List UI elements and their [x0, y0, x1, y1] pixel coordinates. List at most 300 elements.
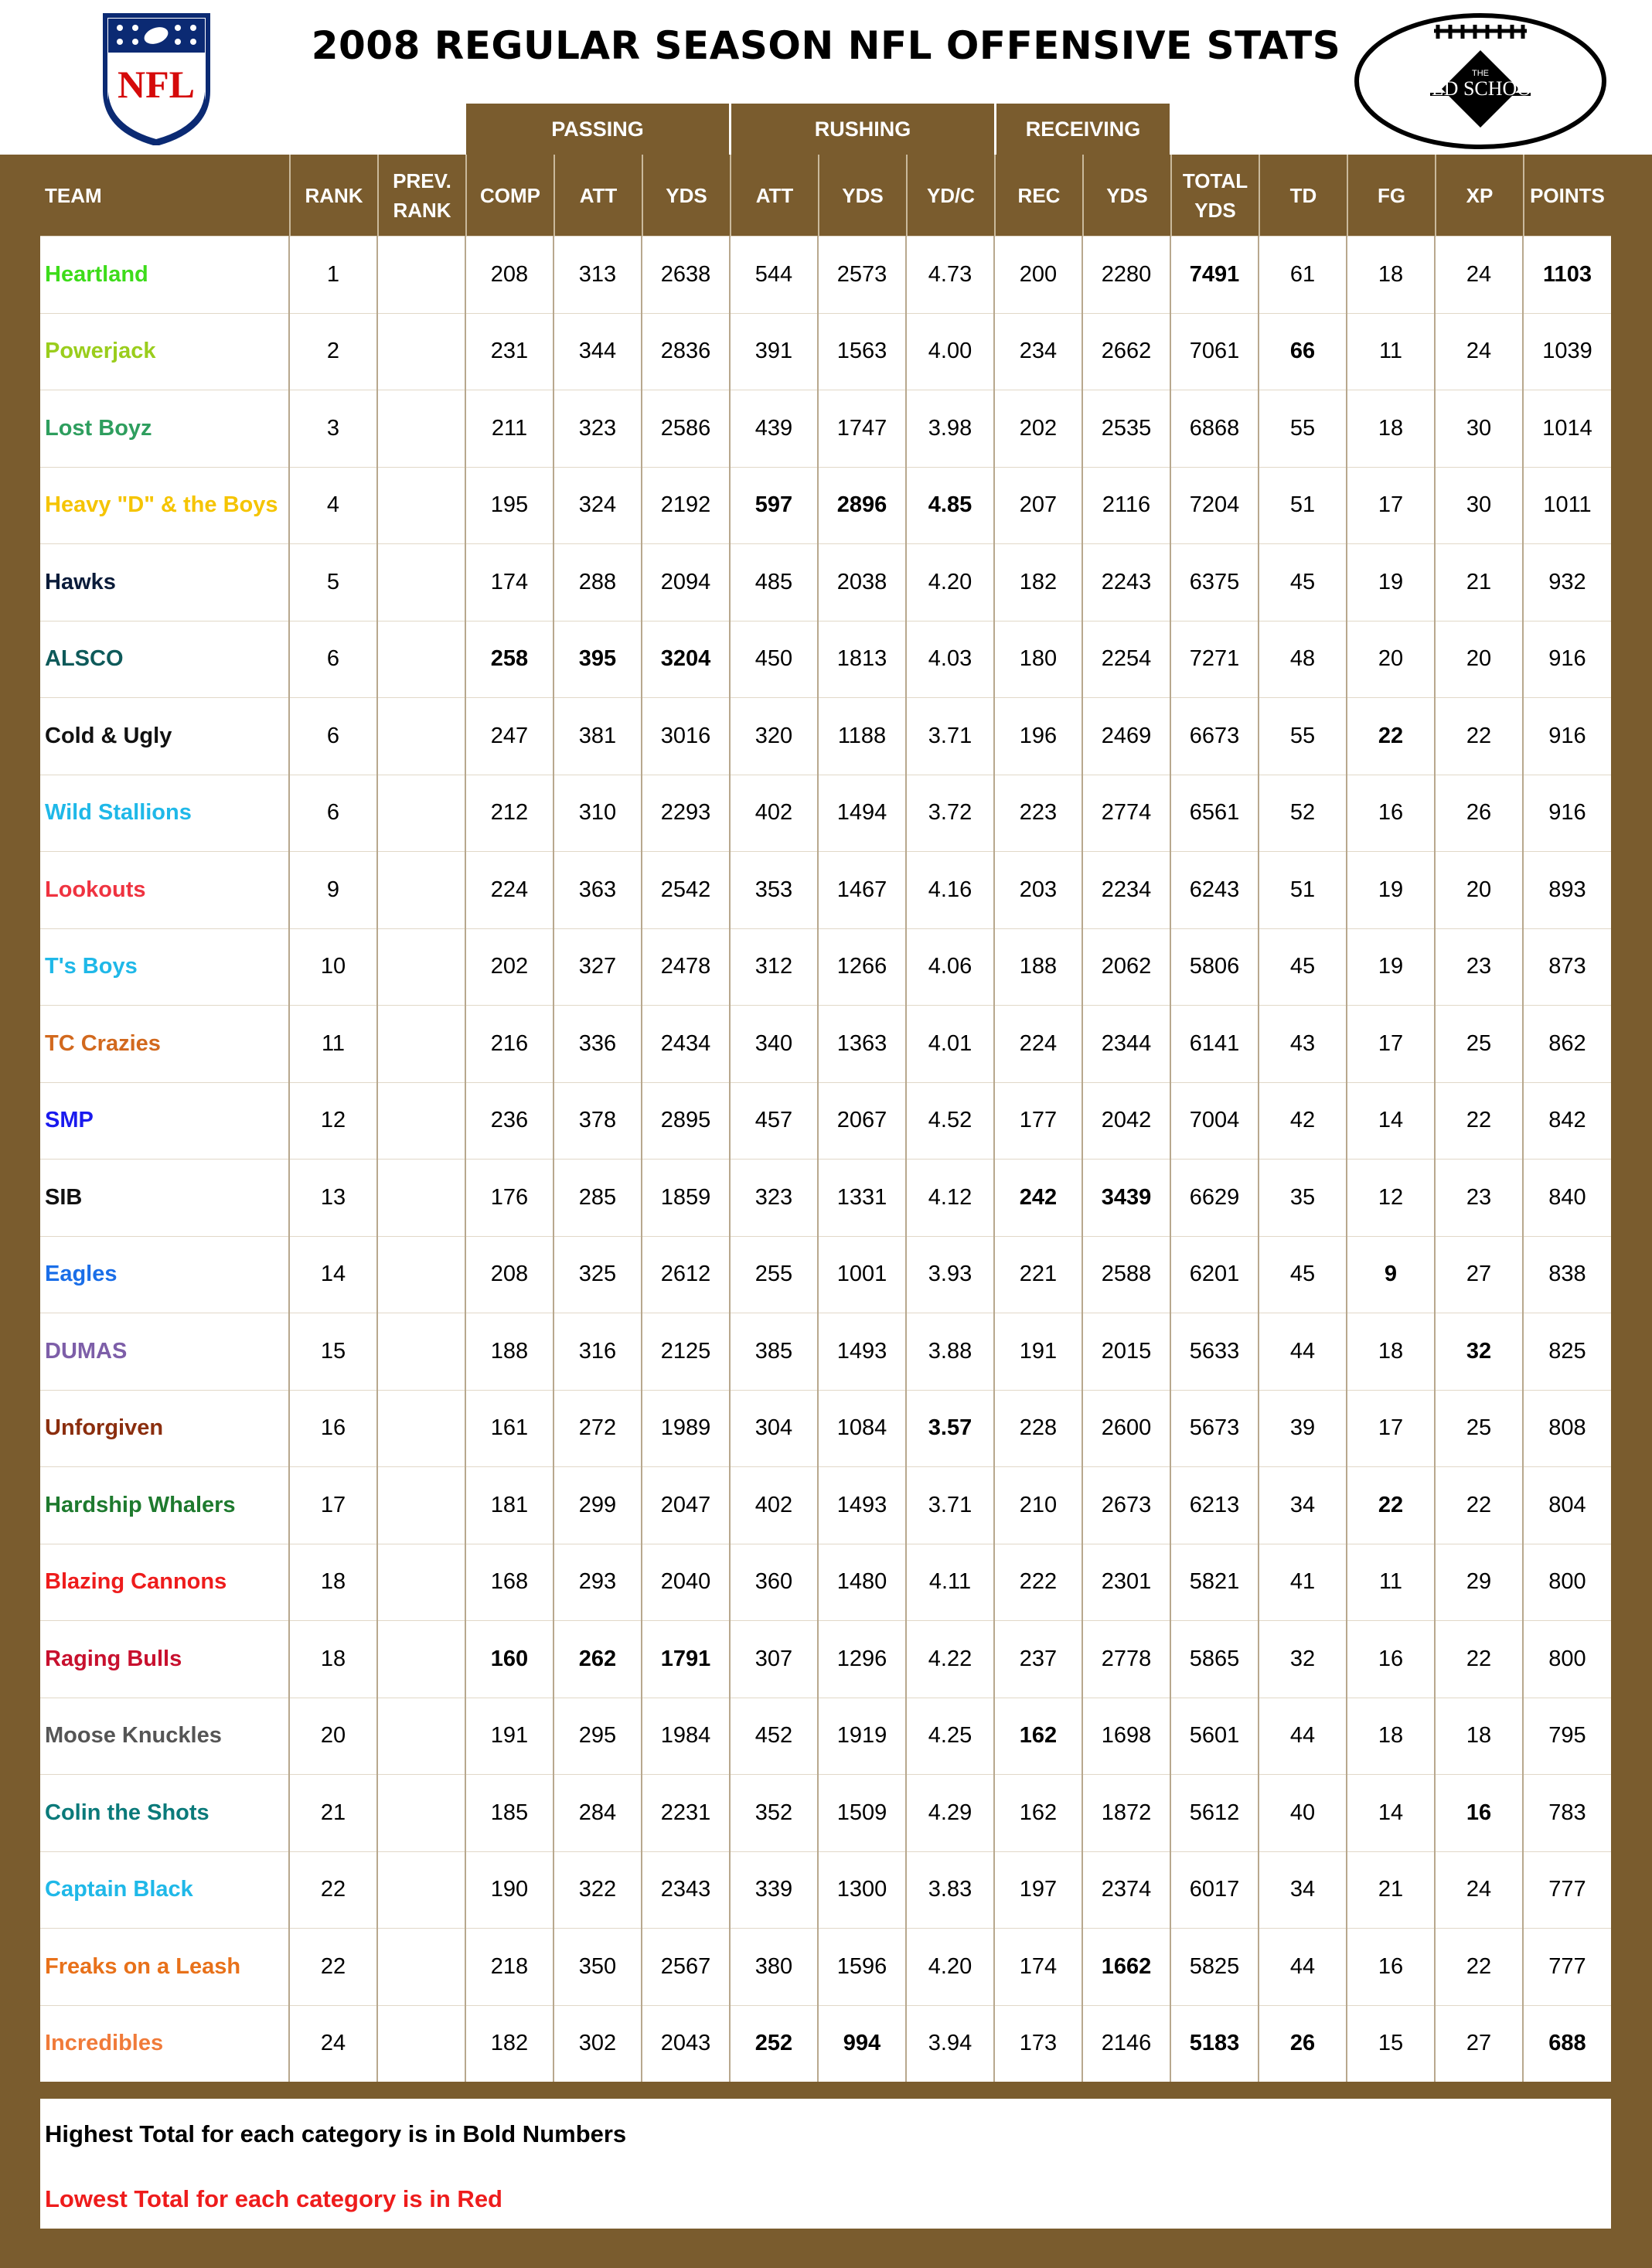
- cell-comp: 191: [465, 1698, 554, 1775]
- cell-patt: 295: [554, 1698, 642, 1775]
- cell-total: 5612: [1170, 1775, 1259, 1852]
- cell-ydc: 4.22: [906, 1621, 994, 1698]
- cell-rec: 174: [994, 1929, 1082, 2006]
- cell-pyds: 2293: [642, 775, 730, 852]
- cell-recyds: 1698: [1082, 1698, 1170, 1775]
- cell-ydc: 3.93: [906, 1236, 994, 1313]
- team-name: TC Crazies: [40, 1006, 289, 1083]
- cell-pyds: 3016: [642, 698, 730, 775]
- cell-points: 688: [1523, 2005, 1611, 2082]
- cell-comp: 218: [465, 1929, 554, 2006]
- cell-recyds: 2015: [1082, 1313, 1170, 1391]
- col-header-pass-yds: YDS: [666, 183, 707, 207]
- cell-patt: 313: [554, 237, 642, 314]
- col-header-yd-per-carry: YD/C: [926, 183, 976, 207]
- cell-comp: 208: [465, 1236, 554, 1313]
- cell-fg: 9: [1347, 1236, 1435, 1313]
- cell-ydc: 4.20: [906, 544, 994, 621]
- cell-ryds: 1084: [818, 1390, 906, 1467]
- cell-pyds: 2478: [642, 928, 730, 1006]
- cell-comp: 160: [465, 1621, 554, 1698]
- cell-xp: 22: [1435, 1621, 1523, 1698]
- cell-rec: 202: [994, 390, 1082, 468]
- cell-rank: 20: [289, 1698, 377, 1775]
- cell-rank: 2: [289, 313, 377, 390]
- cell-points: 808: [1523, 1390, 1611, 1467]
- cell-ratt: 380: [730, 1929, 818, 2006]
- cell-td: 55: [1259, 390, 1347, 468]
- cell-patt: 299: [554, 1467, 642, 1544]
- table-row: [40, 1851, 1611, 1929]
- cell-patt: 288: [554, 544, 642, 621]
- cell-patt: 316: [554, 1313, 642, 1391]
- cell-xp: 18: [1435, 1698, 1523, 1775]
- cell-ryds: 1509: [818, 1775, 906, 1852]
- team-name: Blazing Cannons: [40, 1544, 289, 1621]
- col-header-fg: FG: [1377, 183, 1406, 207]
- cell-rec: 228: [994, 1390, 1082, 1467]
- cell-ratt: 452: [730, 1698, 818, 1775]
- cell-patt: 272: [554, 1390, 642, 1467]
- cell-total: 6213: [1170, 1467, 1259, 1544]
- cell-ratt: 252: [730, 2005, 818, 2082]
- cell-ratt: 450: [730, 621, 818, 698]
- cell-total: 6375: [1170, 544, 1259, 621]
- cell-ryds: 1467: [818, 852, 906, 929]
- cell-points: 842: [1523, 1082, 1611, 1160]
- cell-pyds: 2125: [642, 1313, 730, 1391]
- cell-pyds: 2612: [642, 1236, 730, 1313]
- cell-pyds: 1989: [642, 1390, 730, 1467]
- cell-comp: 181: [465, 1467, 554, 1544]
- cell-xp: 21: [1435, 544, 1523, 621]
- table-row: [40, 621, 1611, 698]
- cell-patt: 381: [554, 698, 642, 775]
- cell-td: 45: [1259, 544, 1347, 621]
- cell-points: 783: [1523, 1775, 1611, 1852]
- cell-xp: 30: [1435, 390, 1523, 468]
- header-divider: [818, 155, 819, 236]
- cell-patt: 310: [554, 775, 642, 852]
- cell-ratt: 402: [730, 775, 818, 852]
- cell-prev: [377, 1390, 465, 1467]
- cell-pyds: 2040: [642, 1544, 730, 1621]
- col-header-total-line1: TOTAL: [1182, 169, 1248, 192]
- cell-prev: [377, 1313, 465, 1391]
- header-divider: [1347, 155, 1348, 236]
- cell-rank: 1: [289, 237, 377, 314]
- team-name: Hawks: [40, 544, 289, 621]
- cell-td: 45: [1259, 928, 1347, 1006]
- table-row: [40, 1775, 1611, 1852]
- cell-points: 873: [1523, 928, 1611, 1006]
- cell-rec: 162: [994, 1775, 1082, 1852]
- cell-ryds: 1813: [818, 621, 906, 698]
- cell-points: 1014: [1523, 390, 1611, 468]
- cell-fg: 20: [1347, 621, 1435, 698]
- cell-fg: 16: [1347, 775, 1435, 852]
- table-row: [40, 2005, 1611, 2082]
- cell-fg: 21: [1347, 1851, 1435, 1929]
- cell-recyds: 2146: [1082, 2005, 1170, 2082]
- cell-patt: 325: [554, 1236, 642, 1313]
- cell-fg: 17: [1347, 467, 1435, 544]
- cell-patt: 293: [554, 1544, 642, 1621]
- cell-ydc: 4.12: [906, 1160, 994, 1237]
- col-header-rush-yds: YDS: [842, 183, 884, 207]
- cell-points: 795: [1523, 1698, 1611, 1775]
- cell-pyds: 2567: [642, 1929, 730, 2006]
- cell-fg: 15: [1347, 2005, 1435, 2082]
- cell-total: 5806: [1170, 928, 1259, 1006]
- cell-total: 7204: [1170, 467, 1259, 544]
- cell-td: 66: [1259, 313, 1347, 390]
- cell-ryds: 1331: [818, 1160, 906, 1237]
- team-name: Cold & Ugly: [40, 698, 289, 775]
- svg-text:NFL: NFL: [118, 63, 195, 106]
- col-header-total-line2: YDS: [1194, 198, 1236, 222]
- cell-rank: 4: [289, 467, 377, 544]
- cell-ydc: 4.00: [906, 313, 994, 390]
- cell-prev: [377, 1544, 465, 1621]
- cell-points: 804: [1523, 1467, 1611, 1544]
- table-row: [40, 1698, 1611, 1775]
- table-row: [40, 390, 1611, 468]
- cell-pyds: 2434: [642, 1006, 730, 1083]
- team-name: Lookouts: [40, 852, 289, 929]
- cell-ydc: 4.06: [906, 928, 994, 1006]
- cell-xp: 16: [1435, 1775, 1523, 1852]
- cell-ryds: 1188: [818, 698, 906, 775]
- cell-points: 932: [1523, 544, 1611, 621]
- cell-rank: 6: [289, 775, 377, 852]
- cell-xp: 26: [1435, 775, 1523, 852]
- cell-rec: 207: [994, 467, 1082, 544]
- cell-rank: 17: [289, 1467, 377, 1544]
- cell-xp: 23: [1435, 1160, 1523, 1237]
- svg-text:THE: THE: [1472, 69, 1489, 78]
- cell-total: 7004: [1170, 1082, 1259, 1160]
- cell-patt: 344: [554, 313, 642, 390]
- cell-points: 916: [1523, 775, 1611, 852]
- stats-table-body: [40, 237, 1611, 2082]
- cell-fg: 18: [1347, 390, 1435, 468]
- team-name: Unforgiven: [40, 1390, 289, 1467]
- cell-total: 5825: [1170, 1929, 1259, 2006]
- legend-red-note: Lowest Total for each category is in Red: [45, 2185, 502, 2212]
- cell-points: 1103: [1523, 237, 1611, 314]
- svg-text:OLD SCHOOL: OLD SCHOOL: [1417, 77, 1544, 100]
- cell-pyds: 2895: [642, 1082, 730, 1160]
- cell-ydc: 3.88: [906, 1313, 994, 1391]
- cell-patt: 285: [554, 1160, 642, 1237]
- cell-fg: 11: [1347, 313, 1435, 390]
- team-name: Wild Stallions: [40, 775, 289, 852]
- cell-ratt: 352: [730, 1775, 818, 1852]
- cell-recyds: 2774: [1082, 775, 1170, 852]
- cell-ratt: 304: [730, 1390, 818, 1467]
- cell-ratt: 312: [730, 928, 818, 1006]
- cell-comp: 161: [465, 1390, 554, 1467]
- cell-ryds: 1494: [818, 775, 906, 852]
- header-divider: [906, 155, 908, 236]
- cell-rank: 5: [289, 544, 377, 621]
- header-divider: [1170, 155, 1172, 236]
- cell-fg: 19: [1347, 852, 1435, 929]
- col-header-rank: RANK: [305, 183, 363, 207]
- cell-ryds: 2067: [818, 1082, 906, 1160]
- cell-prev: [377, 544, 465, 621]
- cell-xp: 25: [1435, 1006, 1523, 1083]
- cell-ratt: 485: [730, 544, 818, 621]
- team-name: Moose Knuckles: [40, 1698, 289, 1775]
- cell-rec: 177: [994, 1082, 1082, 1160]
- cell-ryds: 1300: [818, 1851, 906, 1929]
- cell-ryds: 1563: [818, 313, 906, 390]
- table-row: [40, 313, 1611, 390]
- cell-rank: 22: [289, 1929, 377, 2006]
- cell-td: 44: [1259, 1929, 1347, 2006]
- cell-ydc: 3.72: [906, 775, 994, 852]
- cell-recyds: 3439: [1082, 1160, 1170, 1237]
- cell-ryds: 1266: [818, 928, 906, 1006]
- cell-ydc: 4.01: [906, 1006, 994, 1083]
- cell-total: 6141: [1170, 1006, 1259, 1083]
- cell-ratt: 339: [730, 1851, 818, 1929]
- cell-total: 6243: [1170, 852, 1259, 929]
- cell-patt: 284: [554, 1775, 642, 1852]
- cell-prev: [377, 390, 465, 468]
- cell-patt: 336: [554, 1006, 642, 1083]
- team-name: Heavy "D" & the Boys: [40, 467, 289, 544]
- cell-prev: [377, 1236, 465, 1313]
- cell-rank: 11: [289, 1006, 377, 1083]
- cell-pyds: 2094: [642, 544, 730, 621]
- cell-total: 7491: [1170, 237, 1259, 314]
- col-header-team: TEAM: [45, 183, 102, 207]
- header-divider: [730, 155, 731, 236]
- cell-ratt: 457: [730, 1082, 818, 1160]
- cell-td: 43: [1259, 1006, 1347, 1083]
- cell-total: 6868: [1170, 390, 1259, 468]
- cell-rec: 173: [994, 2005, 1082, 2082]
- cell-ratt: 340: [730, 1006, 818, 1083]
- cell-comp: 211: [465, 390, 554, 468]
- table-row: [40, 237, 1611, 314]
- header-divider: [994, 155, 996, 236]
- cell-recyds: 2662: [1082, 313, 1170, 390]
- cell-rank: 6: [289, 698, 377, 775]
- cell-td: 61: [1259, 237, 1347, 314]
- cell-td: 48: [1259, 621, 1347, 698]
- cell-total: 7271: [1170, 621, 1259, 698]
- cell-fg: 18: [1347, 1313, 1435, 1391]
- team-name: Colin the Shots: [40, 1775, 289, 1852]
- cell-recyds: 1872: [1082, 1775, 1170, 1852]
- cell-ryds: 1296: [818, 1621, 906, 1698]
- cell-fg: 14: [1347, 1775, 1435, 1852]
- cell-xp: 23: [1435, 928, 1523, 1006]
- cell-prev: [377, 1698, 465, 1775]
- cell-patt: 324: [554, 467, 642, 544]
- cell-xp: 24: [1435, 237, 1523, 314]
- cell-comp: 247: [465, 698, 554, 775]
- cell-ratt: 402: [730, 1467, 818, 1544]
- cell-comp: 188: [465, 1313, 554, 1391]
- table-row: [40, 775, 1611, 852]
- table-row: [40, 1467, 1611, 1544]
- cell-rec: 200: [994, 237, 1082, 314]
- cell-td: 35: [1259, 1160, 1347, 1237]
- cell-total: 6017: [1170, 1851, 1259, 1929]
- cell-xp: 22: [1435, 698, 1523, 775]
- cell-fg: 18: [1347, 237, 1435, 314]
- cell-points: 916: [1523, 698, 1611, 775]
- cell-xp: 32: [1435, 1313, 1523, 1391]
- cell-comp: 168: [465, 1544, 554, 1621]
- cell-comp: 195: [465, 467, 554, 544]
- team-name: Powerjack: [40, 313, 289, 390]
- col-header-rush-att: ATT: [755, 183, 794, 207]
- cell-total: 6201: [1170, 1236, 1259, 1313]
- table-row: [40, 698, 1611, 775]
- cell-xp: 24: [1435, 313, 1523, 390]
- col-header-prev-rank-line2: RANK: [393, 198, 451, 222]
- cell-pyds: 2043: [642, 2005, 730, 2082]
- cell-points: 800: [1523, 1544, 1611, 1621]
- cell-comp: 208: [465, 237, 554, 314]
- cell-fg: 16: [1347, 1929, 1435, 2006]
- cell-rank: 10: [289, 928, 377, 1006]
- cell-ydc: 4.85: [906, 467, 994, 544]
- cell-td: 26: [1259, 2005, 1347, 2082]
- cell-prev: [377, 928, 465, 1006]
- cell-pyds: 1984: [642, 1698, 730, 1775]
- cell-xp: 22: [1435, 1929, 1523, 2006]
- header-divider: [377, 155, 379, 236]
- cell-ydc: 4.11: [906, 1544, 994, 1621]
- table-row: [40, 1929, 1611, 2006]
- cell-xp: 20: [1435, 621, 1523, 698]
- cell-rank: 13: [289, 1160, 377, 1237]
- cell-prev: [377, 852, 465, 929]
- cell-patt: 327: [554, 928, 642, 1006]
- cell-recyds: 1662: [1082, 1929, 1170, 2006]
- cell-rank: 14: [289, 1236, 377, 1313]
- cell-td: 39: [1259, 1390, 1347, 1467]
- cell-recyds: 2254: [1082, 621, 1170, 698]
- cell-prev: [377, 1160, 465, 1237]
- cell-recyds: 2600: [1082, 1390, 1170, 1467]
- cell-patt: 302: [554, 2005, 642, 2082]
- header-divider: [1259, 155, 1260, 236]
- cell-rec: 180: [994, 621, 1082, 698]
- cell-rank: 24: [289, 2005, 377, 2082]
- cell-td: 51: [1259, 467, 1347, 544]
- cell-ydc: 4.25: [906, 1698, 994, 1775]
- cell-points: 1011: [1523, 467, 1611, 544]
- col-header-td: TD: [1289, 183, 1317, 207]
- cell-rec: 203: [994, 852, 1082, 929]
- cell-pyds: 2192: [642, 467, 730, 544]
- cell-recyds: 2280: [1082, 237, 1170, 314]
- cell-ryds: 1919: [818, 1698, 906, 1775]
- header-divider: [1523, 155, 1524, 236]
- cell-recyds: 2535: [1082, 390, 1170, 468]
- group-header-rushing: RUSHING: [731, 104, 994, 155]
- cell-td: 34: [1259, 1467, 1347, 1544]
- cell-ryds: 1493: [818, 1467, 906, 1544]
- cell-ryds: 2573: [818, 237, 906, 314]
- group-header-passing: PASSING: [466, 104, 729, 155]
- col-header-xp: XP: [1466, 183, 1494, 207]
- cell-prev: [377, 698, 465, 775]
- cell-ydc: 3.94: [906, 2005, 994, 2082]
- cell-fg: 19: [1347, 544, 1435, 621]
- cell-ydc: 4.29: [906, 1775, 994, 1852]
- cell-td: 44: [1259, 1313, 1347, 1391]
- cell-ratt: 255: [730, 1236, 818, 1313]
- cell-points: 777: [1523, 1851, 1611, 1929]
- cell-rank: 18: [289, 1621, 377, 1698]
- cell-ryds: 2038: [818, 544, 906, 621]
- cell-points: 800: [1523, 1621, 1611, 1698]
- cell-points: 1039: [1523, 313, 1611, 390]
- cell-recyds: 2243: [1082, 544, 1170, 621]
- cell-ratt: 353: [730, 852, 818, 929]
- col-header-points: POINTS: [1530, 183, 1605, 207]
- cell-patt: 262: [554, 1621, 642, 1698]
- table-row: [40, 1621, 1611, 1698]
- team-name: ALSCO: [40, 621, 289, 698]
- cell-ratt: 323: [730, 1160, 818, 1237]
- table-row: [40, 928, 1611, 1006]
- cell-td: 42: [1259, 1082, 1347, 1160]
- cell-pyds: 2638: [642, 237, 730, 314]
- table-row: [40, 852, 1611, 929]
- cell-patt: 323: [554, 390, 642, 468]
- cell-points: 840: [1523, 1160, 1611, 1237]
- cell-td: 41: [1259, 1544, 1347, 1621]
- cell-recyds: 2673: [1082, 1467, 1170, 1544]
- cell-fg: 19: [1347, 928, 1435, 1006]
- cell-rec: 237: [994, 1621, 1082, 1698]
- cell-pyds: 1791: [642, 1621, 730, 1698]
- cell-points: 825: [1523, 1313, 1611, 1391]
- cell-patt: 350: [554, 1929, 642, 2006]
- cell-xp: 20: [1435, 852, 1523, 929]
- cell-pyds: 2542: [642, 852, 730, 929]
- cell-prev: [377, 775, 465, 852]
- cell-comp: 224: [465, 852, 554, 929]
- cell-recyds: 2116: [1082, 467, 1170, 544]
- table-row: [40, 1236, 1611, 1313]
- cell-rank: 15: [289, 1313, 377, 1391]
- cell-td: 45: [1259, 1236, 1347, 1313]
- col-header-prev-rank: [378, 155, 466, 236]
- cell-ryds: 1363: [818, 1006, 906, 1083]
- cell-td: 44: [1259, 1698, 1347, 1775]
- cell-ratt: 597: [730, 467, 818, 544]
- cell-total: 5673: [1170, 1390, 1259, 1467]
- cell-rank: 22: [289, 1851, 377, 1929]
- header-divider: [289, 155, 291, 236]
- cell-rank: 12: [289, 1082, 377, 1160]
- cell-prev: [377, 1851, 465, 1929]
- cell-td: 34: [1259, 1851, 1347, 1929]
- cell-ydc: 4.73: [906, 237, 994, 314]
- header-divider: [642, 155, 643, 236]
